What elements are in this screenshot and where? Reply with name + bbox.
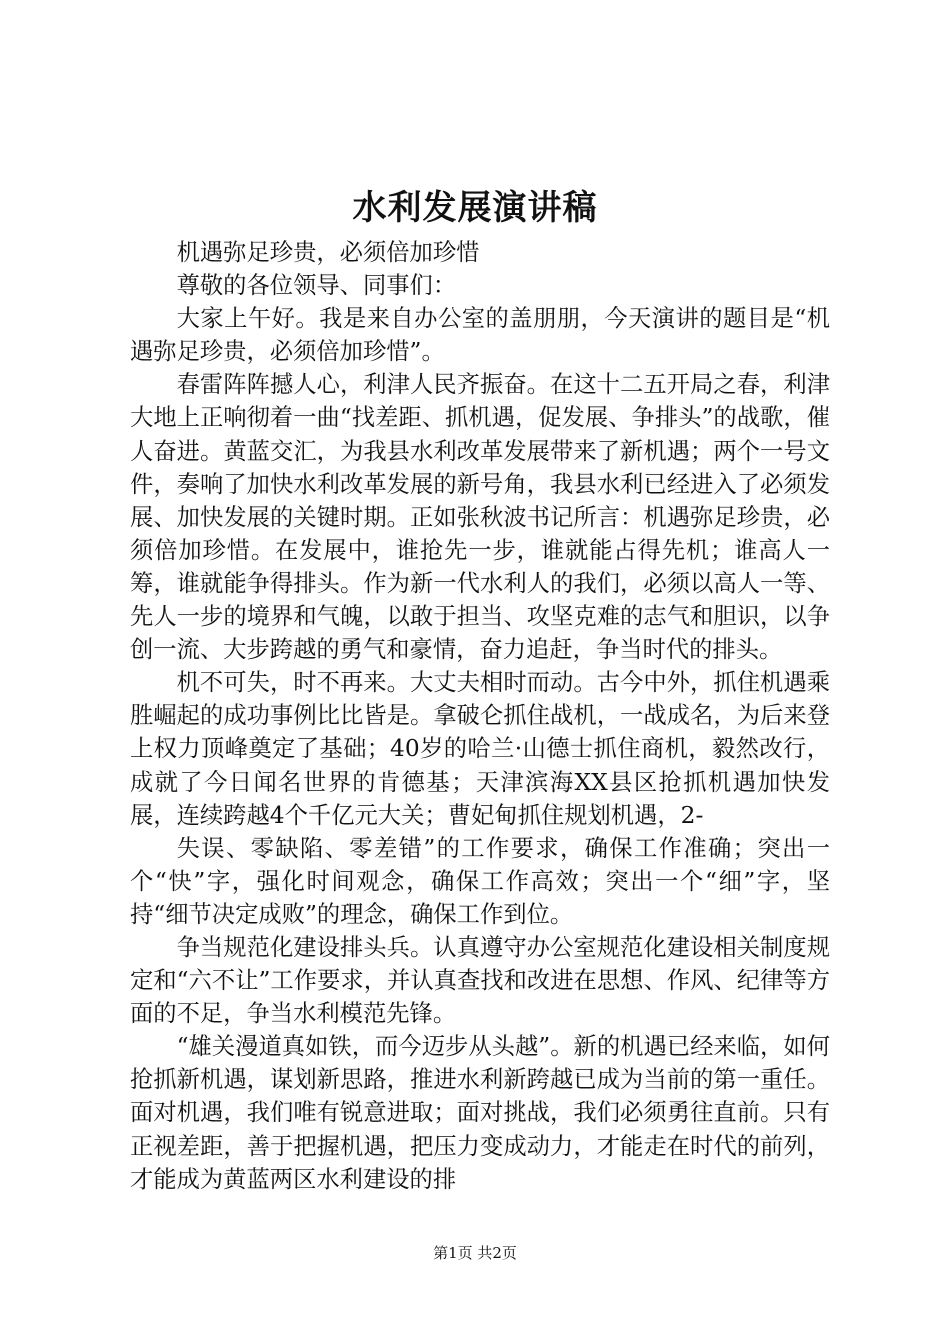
- paragraph-spring-thunder: 春雷阵阵撼人心，利津人民齐振奋。在这十二五开局之春，利津大地上正响彻着一曲“找差距、抓机遇，促发展、争排头”的战歌，催人奋进。黄蓝交汇，为我县水利改革发展带来了新机遇；两个一号文件，奏响了加快水利改革发展的新号角，我县水利已经进入了必须发展、加快发展的关键时期。正如张秋波书记所言：机遇弥足珍贵，必须倍加珍惜。在发展中，谁抢先一步，谁就能占得先机；谁高人一筹，谁就能争得排头。作为新一代水利人的我们，必须以高人一等、先人一步的境界和气魄，以敢于担当、攻坚克难的志气和胆识，以争创一流、大步跨越的勇气和豪情，奋力追赶，争当时代的排头。: [130, 371, 830, 664]
- page-footer: 第1页 共2页: [433, 1244, 517, 1262]
- paragraph-work-requirements: 失误、零缺陷、零差错”的工作要求，确保工作准确；突出一个“快”字，强化时间观念，确保工作高效；突出一个“细”字，坚持“细节决定成败”的理念，确保工作到位。: [130, 834, 830, 928]
- document-body: [130, 236, 830, 1196]
- paragraph-greeting: 大家上午好。我是来自办公室的盖朋朋，今天演讲的题目是“机遇弥足珍贵，必须倍加珍惜”。: [130, 305, 830, 366]
- paragraph-subtitle: 机遇弥足珍贵，必须倍加珍惜: [176, 239, 480, 266]
- paragraph-opportunity-examples: 机不可失，时不再来。大丈夫相时而动。古今中外，抓住机遇乘胜崛起的成功事例比比皆是。拿破仑抓住战机，一战成名，为后来登上权力顶峰奠定了基础；40岁的哈兰·山德士抓住商机，毅然改行，成就了今日闻名世界的肯德基；天津滨海XX县区抢抓机遇加快发展，连续跨越4个千亿元大关；曹妃甸抓住规划机遇，2-: [130, 669, 830, 829]
- paragraph-salutation: 尊敬的各位领导、同事们：: [176, 272, 457, 300]
- document-title: 水利发展演讲稿: [352, 188, 598, 228]
- paragraph-standardization: 争当规范化建设排头兵。认真遵守办公室规范化建设相关制度规定和“六不让”工作要求，并认真查找和改进在思想、作风、纪律等方面的不足，争当水利模范先锋。: [130, 933, 830, 1028]
- paragraph-closing: “雄关漫道真如铁，而今迈步从头越”。新的机遇已经来临，如何抢抓新机遇，谋划新思路，推进水利新跨越已成为当前的第一重任。面对机遇，我们唯有锐意进取；面对挑战，我们必须勇往直前。只有正视差距，善于把握机遇，把压力变成动力，才能走在时代的前列，才能成为黄蓝两区水利建设的排: [130, 1033, 830, 1193]
